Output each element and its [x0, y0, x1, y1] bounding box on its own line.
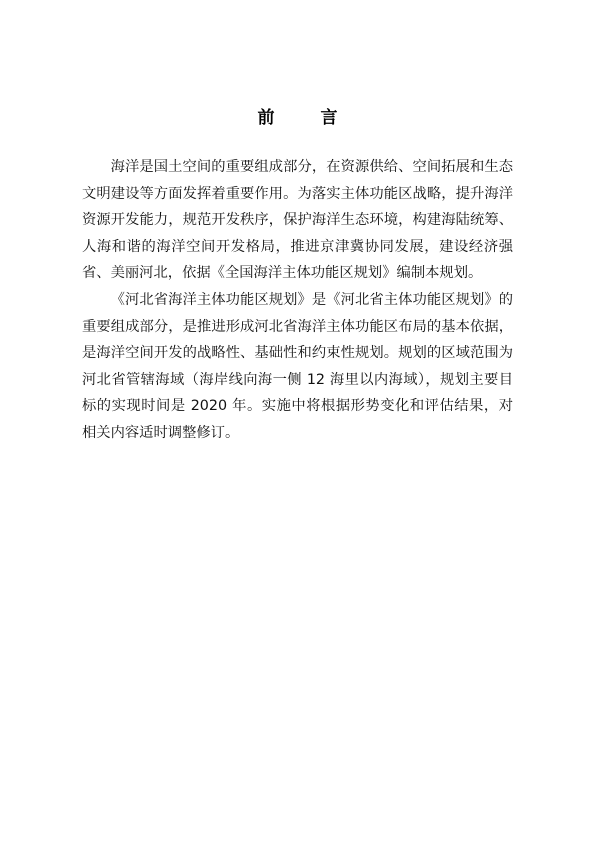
- page-title: 前 言: [257, 108, 358, 128]
- paragraph-2: 《河北省海洋主体功能区规划》是《河北省主体功能区规划》的重要组成部分，是推进形成河北省海洋主体功能区布局的基本依据，是海洋空间开发的战略性、基础性和约束性规划。规划的区域范围为河北省管辖海域（海岸线向海一侧 12 海里以内海域），规划主要目标的实现时间是 2020 年。实施中将根据形势变化和评估结果，对相关内容适时调整修订。: [82, 291, 513, 441]
- document-body: [82, 154, 513, 447]
- paragraph-1: 海洋是国土空间的重要组成部分，在资源供给、空间拓展和生态文明建设等方面发挥着重要作用。为落实主体功能区战略，提升海洋资源开发能力，规范开发秩序，保护海洋生态环境，构建海陆统筹、人海和谐的海洋空间开发格局，推进京津冀协同发展，建设经济强省、美丽河北，依据《全国海洋主体功能区规划》编制本规划。: [82, 159, 513, 282]
